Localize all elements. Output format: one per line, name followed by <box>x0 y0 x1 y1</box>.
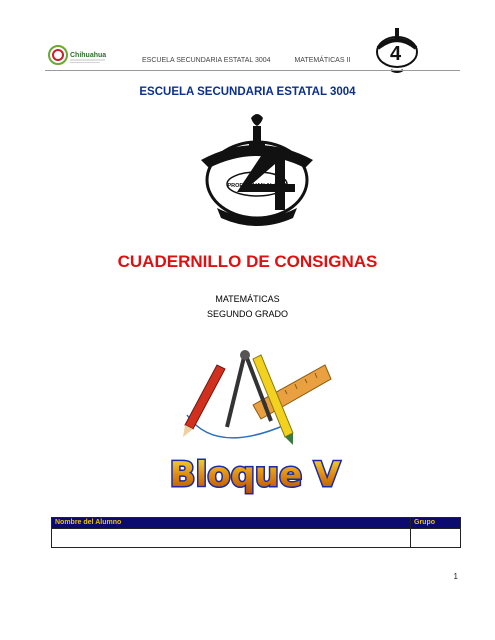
header-school: ESCUELA SECUNDARIA ESTATAL 3004 <box>142 57 271 64</box>
page-number: 1 <box>453 572 458 581</box>
school-crest-icon <box>195 112 320 230</box>
school-crest-small-icon <box>368 26 426 74</box>
group-header: Grupo <box>411 518 461 529</box>
bloque-text: Bloque V <box>169 455 341 495</box>
cover-title: CUADERNILLO DE CONSIGNAS <box>117 252 378 271</box>
crest-text: PROFR. JUAN ALANÍS <box>227 183 287 189</box>
logo-text: Chihuahua <box>70 52 107 59</box>
student-name-header: Nombre del Alumno <box>52 518 411 529</box>
group-field[interactable] <box>411 529 461 548</box>
cover-subject: MATEMÁTICAS <box>215 294 280 304</box>
header-text <box>142 57 372 64</box>
header-divider <box>45 70 460 71</box>
cover-grade: SEGUNDO GRADO <box>206 309 288 319</box>
geometry-tools-illustration <box>175 345 335 450</box>
bloque-heading <box>169 448 341 498</box>
table-row <box>52 529 461 548</box>
student-name-field[interactable] <box>52 529 411 548</box>
header-subject: MATEMÁTICAS II <box>294 57 351 64</box>
table-header-row <box>52 518 461 529</box>
chihuahua-logo <box>45 40 115 70</box>
school-title: ESCUELA SECUNDARIA ESTATAL 3004 <box>139 86 356 98</box>
student-info-table <box>51 517 461 548</box>
svg-text:4: 4 <box>390 43 402 65</box>
